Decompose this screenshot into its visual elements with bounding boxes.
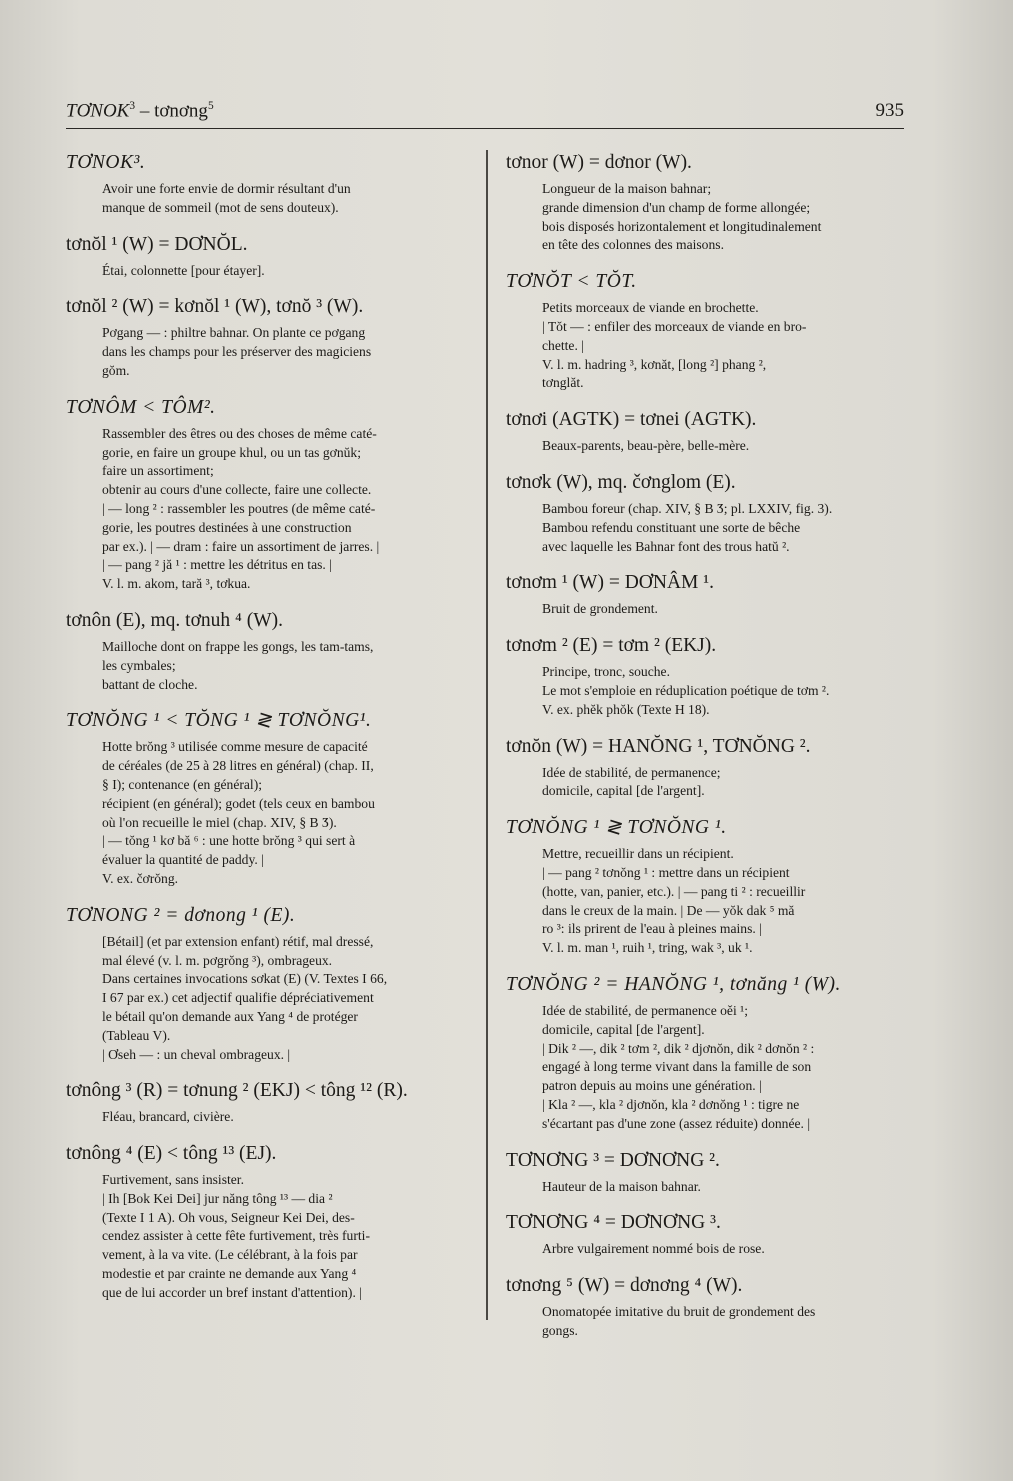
definition-line: V. l. m. man ¹, ruih ¹, tring, wak ³, uk ¹. xyxy=(542,940,753,956)
definition-line: Rassembler des êtres ou des choses de même caté- xyxy=(102,425,377,441)
definition-line: | Kla ² —, kla ² djơnŏn, kla ² dơnŏng ¹ : tigre ne xyxy=(542,1096,800,1112)
entry-headword: TƠNONG ² = dơnong ¹ (E). xyxy=(66,904,296,926)
entry-headword: tơnơm ¹ (W) = DƠNÂM ¹. xyxy=(506,572,714,594)
definition-line: le bétail qu'on demande aux Yang ⁴ de protéger xyxy=(102,1008,358,1024)
definition-line: Hotte brŏng ³ utilisée comme mesure de capacité xyxy=(102,739,368,755)
definition-line: Furtivement, sans insister. xyxy=(102,1172,244,1188)
definition-line: Principe, tronc, souche. xyxy=(542,664,670,680)
entry-headword: tơnơng ⁵ (W) = dơnơng ⁴ (W). xyxy=(506,1275,743,1297)
page-number: 935 xyxy=(875,100,904,121)
definition-line: Mettre, recueillir dans un récipient. xyxy=(542,846,734,862)
entry-headword: TƠNŎNG ² = HANŎNG ¹, tơnăng ¹ (W). xyxy=(506,973,841,995)
entry-definition xyxy=(102,1171,478,1303)
definition-line: V. l. m. hadring ³, kơnăt, [long ²] phang ², xyxy=(542,356,767,372)
entry-definition xyxy=(542,1178,908,1197)
definition-line: avec laquelle les Bahnar font des trous hatŭ ². xyxy=(542,538,790,554)
dictionary-entry xyxy=(506,150,908,255)
definition-line: faire un assortiment; xyxy=(102,463,214,479)
entry-headword: TƠNÔM < TÔM². xyxy=(66,396,216,418)
definition-line: évaluer la quantité de paddy. | xyxy=(102,852,264,868)
dictionary-entry xyxy=(506,1148,908,1197)
definition-line: gongs. xyxy=(542,1322,578,1338)
dictionary-entry xyxy=(66,608,478,694)
column-divider xyxy=(486,150,488,1320)
dictionary-entry xyxy=(506,1210,908,1259)
definition-line: Arbre vulgairement nommé bois de rose. xyxy=(542,1241,765,1257)
definition-line: | — pang ² tơnŏng ¹ : mettre dans un récipient xyxy=(542,864,790,880)
header-first-headword: TƠNOK xyxy=(66,100,130,122)
dictionary-entry xyxy=(66,294,478,380)
dictionary-entry xyxy=(506,570,908,619)
definition-line: Étai, colonnette [pour étayer]. xyxy=(102,262,265,278)
dictionary-entry xyxy=(66,150,478,218)
dictionary-entry xyxy=(506,470,908,556)
definition-line: Bambou foreur (chap. XIV, § B Ӡ; pl. LXXIV, fig. 3). xyxy=(542,500,833,516)
dictionary-entry xyxy=(506,633,908,719)
definition-line: tơnglăt. xyxy=(542,375,584,391)
definition-line: Idée de stabilité, de permanence oěi ¹; xyxy=(542,1002,748,1018)
entry-headword: tơnor (W) = dơnor (W). xyxy=(506,152,692,173)
definition-line: domicile, capital [de l'argent]. xyxy=(542,1021,705,1037)
entry-definition xyxy=(102,738,478,888)
definition-line: Onomatopée imitative du bruit de grondement des xyxy=(542,1304,816,1320)
definition-line: que de lui accorder un bref instant d'attention). | xyxy=(102,1284,362,1300)
entry-definition xyxy=(542,663,908,719)
running-header xyxy=(66,100,904,129)
entry-headword: TƠNŎNG ¹ ≷ TƠNŎNG ¹. xyxy=(506,817,727,839)
definition-line: Bruit de grondement. xyxy=(542,601,658,617)
definition-line: dans les champs pour les préserver des magiciens xyxy=(102,344,372,360)
entry-headword: TƠNŎNG ¹ < TŎNG ¹ ≷ TƠNŎNG¹. xyxy=(66,710,372,732)
definition-line: | — long ² : rassembler les poutres (de même caté- xyxy=(102,500,376,516)
definition-line: Hauteur de la maison bahnar. xyxy=(542,1178,701,1194)
definition-line: Petits morceaux de viande en brochette. xyxy=(542,300,759,316)
definition-line: s'écartant pas d'une zone (assez réduite) donnée. | xyxy=(542,1115,811,1131)
entry-headword: TƠNOK³. xyxy=(66,152,146,173)
definition-line: V. l. m. akom, tară ³, tơkua. xyxy=(102,576,251,592)
entry-headword: tơnôn (E), mq. tơnuh ⁴ (W). xyxy=(66,609,283,631)
definition-line: mal élevé (v. l. m. pơgrŏng ³), ombrageux. xyxy=(102,952,333,968)
entry-definition xyxy=(542,764,908,802)
definition-line: où l'on recueille le miel (chap. XIV, § B Ӡ). xyxy=(102,814,337,830)
dictionary-entry xyxy=(66,395,478,594)
definition-line: bois disposés horizontalement et longitudinalement xyxy=(542,218,822,234)
definition-line: gŏm. xyxy=(102,362,130,378)
definition-line: gorie, les poutres destinées à une construction xyxy=(102,519,352,535)
definition-line: en tête des colonnes des maisons. xyxy=(542,237,724,253)
definition-line: Beaux-parents, beau-père, belle-mère. xyxy=(542,438,750,454)
header-separator: – xyxy=(135,100,155,122)
definition-line: Avoir une forte envie de dormir résultant d'un xyxy=(102,181,351,196)
definition-line: modestie et par crainte ne demande aux Yang ⁴ xyxy=(102,1266,357,1282)
definition-line: V. ex. phĕk phŏk (Texte H 18). xyxy=(542,701,710,717)
entry-headword: TƠNƠNG ³ = DƠNƠNG ². xyxy=(506,1149,720,1171)
dictionary-entry xyxy=(506,734,908,802)
entry-headword: tơnơm ² (E) = tơm ² (EKJ). xyxy=(506,635,717,657)
left-column xyxy=(66,150,478,1317)
definition-line: de céréales (de 25 à 28 litres en général) (chap. II, xyxy=(102,758,374,774)
definition-line: | Ih [Bok Kei Dei] jur năng tông ¹³ — dia ² xyxy=(102,1190,333,1206)
definition-line: Longueur de la maison bahnar; xyxy=(542,181,712,196)
entry-definition xyxy=(542,845,908,958)
definition-line: Dans certaines invocations sơkat (E) (V. Textes I 66, xyxy=(102,971,388,987)
entry-definition xyxy=(542,600,908,619)
entry-definition xyxy=(102,324,478,380)
dictionary-entry xyxy=(506,815,908,958)
dictionary-entry xyxy=(506,1273,908,1341)
definition-line: (Tableau V). xyxy=(102,1027,171,1043)
definition-line: gorie, en faire un groupe khul, ou un tas gơnŭk; xyxy=(102,444,361,460)
definition-line: [Bétail] (et par extension enfant) rétif, mal dressé, xyxy=(102,933,374,949)
entry-headword: tơnơk (W), mq. čơnglom (E). xyxy=(506,471,736,493)
entry-headword: tơnŏn (W) = HANŎNG ¹, TƠNŎNG ². xyxy=(506,735,811,757)
entry-definition xyxy=(102,638,478,694)
entry-headword: tơnông ³ (R) = tơnung ² (EKJ) < tông ¹² (R). xyxy=(66,1080,408,1102)
dictionary-entry xyxy=(506,407,908,456)
definition-line: chette. | xyxy=(542,337,584,353)
entry-definition xyxy=(542,1303,908,1341)
entry-definition xyxy=(542,180,908,255)
definition-line: Mailloche dont on frappe les gongs, les tam-tams, xyxy=(102,638,374,654)
entry-definition xyxy=(102,1108,478,1127)
entry-definition xyxy=(542,1002,908,1134)
entry-definition xyxy=(102,425,478,594)
entry-headword: TƠNŎT < TŎT. xyxy=(506,271,637,293)
definition-line: Pơgang — : philtre bahnar. On plante ce pơgang xyxy=(102,325,366,341)
definition-line: domicile, capital [de l'argent]. xyxy=(542,783,705,799)
definition-line: § I); contenance (en général); xyxy=(102,776,263,792)
definition-line: grande dimension d'un champ de forme allongée; xyxy=(542,199,811,215)
header-first-sup: 3 xyxy=(129,100,136,112)
entry-definition xyxy=(542,500,908,556)
dictionary-entry xyxy=(66,708,478,888)
definition-line: I 67 par ex.) cet adjectif qualifie dépréciativement xyxy=(102,990,374,1006)
dictionary-entry xyxy=(506,972,908,1134)
dictionary-entry xyxy=(66,1141,478,1303)
right-column xyxy=(506,150,908,1355)
definition-line: (Texte I 1 A). Oh vous, Seigneur Kei Dei, des- xyxy=(102,1209,355,1225)
entry-headword: tơnŏl ¹ (W) = DƠNŎL. xyxy=(66,233,248,255)
entry-definition xyxy=(102,180,478,218)
entry-headword: tơnông ⁴ (E) < tông ¹³ (EJ). xyxy=(66,1143,277,1165)
header-last-headword: tơnơng xyxy=(154,100,208,122)
entry-definition xyxy=(542,299,908,393)
definition-line: récipient (en général); godet (tels ceux en bambou xyxy=(102,795,375,811)
definition-line: Bambou refendu constituant une sorte de bêche xyxy=(542,519,801,535)
entry-definition xyxy=(542,1240,908,1259)
definition-line: ro ³: ils prirent de l'eau à pleines mains. | xyxy=(542,921,762,937)
definition-line: | Tŏt — : enfiler des morceaux de viande en bro- xyxy=(542,318,807,334)
definition-line: | — tŏng ¹ kơ bă ⁶ : une hotte brŏng ³ qui sert à xyxy=(102,833,356,849)
entry-definition xyxy=(102,933,478,1065)
definition-line: les cymbales; xyxy=(102,657,176,673)
definition-line: Le mot s'emploie en réduplication poétique de tơm ². xyxy=(542,682,830,698)
entry-definition xyxy=(542,437,908,456)
definition-line: Fléau, brancard, civière. xyxy=(102,1109,234,1125)
entry-headword: tơnơi (AGTK) = tơnei (AGTK). xyxy=(506,409,757,431)
definition-line: | Ơseh — : un cheval ombrageux. | xyxy=(102,1046,291,1062)
definition-line: Idée de stabilité, de permanence; xyxy=(542,764,721,780)
header-headwords xyxy=(66,100,214,122)
entry-headword: tơnŏl ² (W) = kơnŏl ¹ (W), tơnŏ ³ (W). xyxy=(66,296,364,318)
entry-definition xyxy=(102,262,478,281)
definition-line: dans le creux de la main. | De — yŏk dak ⁵ mă xyxy=(542,902,795,918)
definition-line: cendez assister à cette fête furtivement, très furti- xyxy=(102,1228,370,1244)
definition-line: manque de sommeil (mot de sens douteux). xyxy=(102,199,339,215)
definition-line: V. ex. čơrŏng. xyxy=(102,870,179,886)
definition-line: engagé à long terme vivant dans la famille de son xyxy=(542,1059,812,1075)
dictionary-entry xyxy=(66,1078,478,1127)
definition-line: par ex.). | — dram : faire un assortiment de jarres. | xyxy=(102,538,380,554)
definition-line: battant de cloche. xyxy=(102,676,198,692)
header-last-sup: 5 xyxy=(207,100,214,112)
dictionary-entry xyxy=(506,269,908,393)
dictionary-entry xyxy=(66,232,478,281)
definition-line: | — pang ² jă ¹ : mettre les détritus en tas. | xyxy=(102,557,332,573)
definition-line: vement, à la va vite. (Le célébrant, à la fois par xyxy=(102,1247,358,1263)
definition-line: patron depuis au moins une génération. | xyxy=(542,1078,762,1094)
definition-line: (hotte, van, panier, etc.). | — pang ti ² : recueillir xyxy=(542,883,806,899)
dictionary-entry xyxy=(66,903,478,1065)
entry-headword: TƠNƠNG ⁴ = DƠNƠNG ³. xyxy=(506,1212,721,1234)
definition-line: obtenir au cours d'une collecte, faire une collecte. xyxy=(102,482,372,498)
definition-line: | Dik ² —, dik ² tơm ², dik ² djơnŏn, dik ² dơnŏn ² : xyxy=(542,1040,815,1056)
